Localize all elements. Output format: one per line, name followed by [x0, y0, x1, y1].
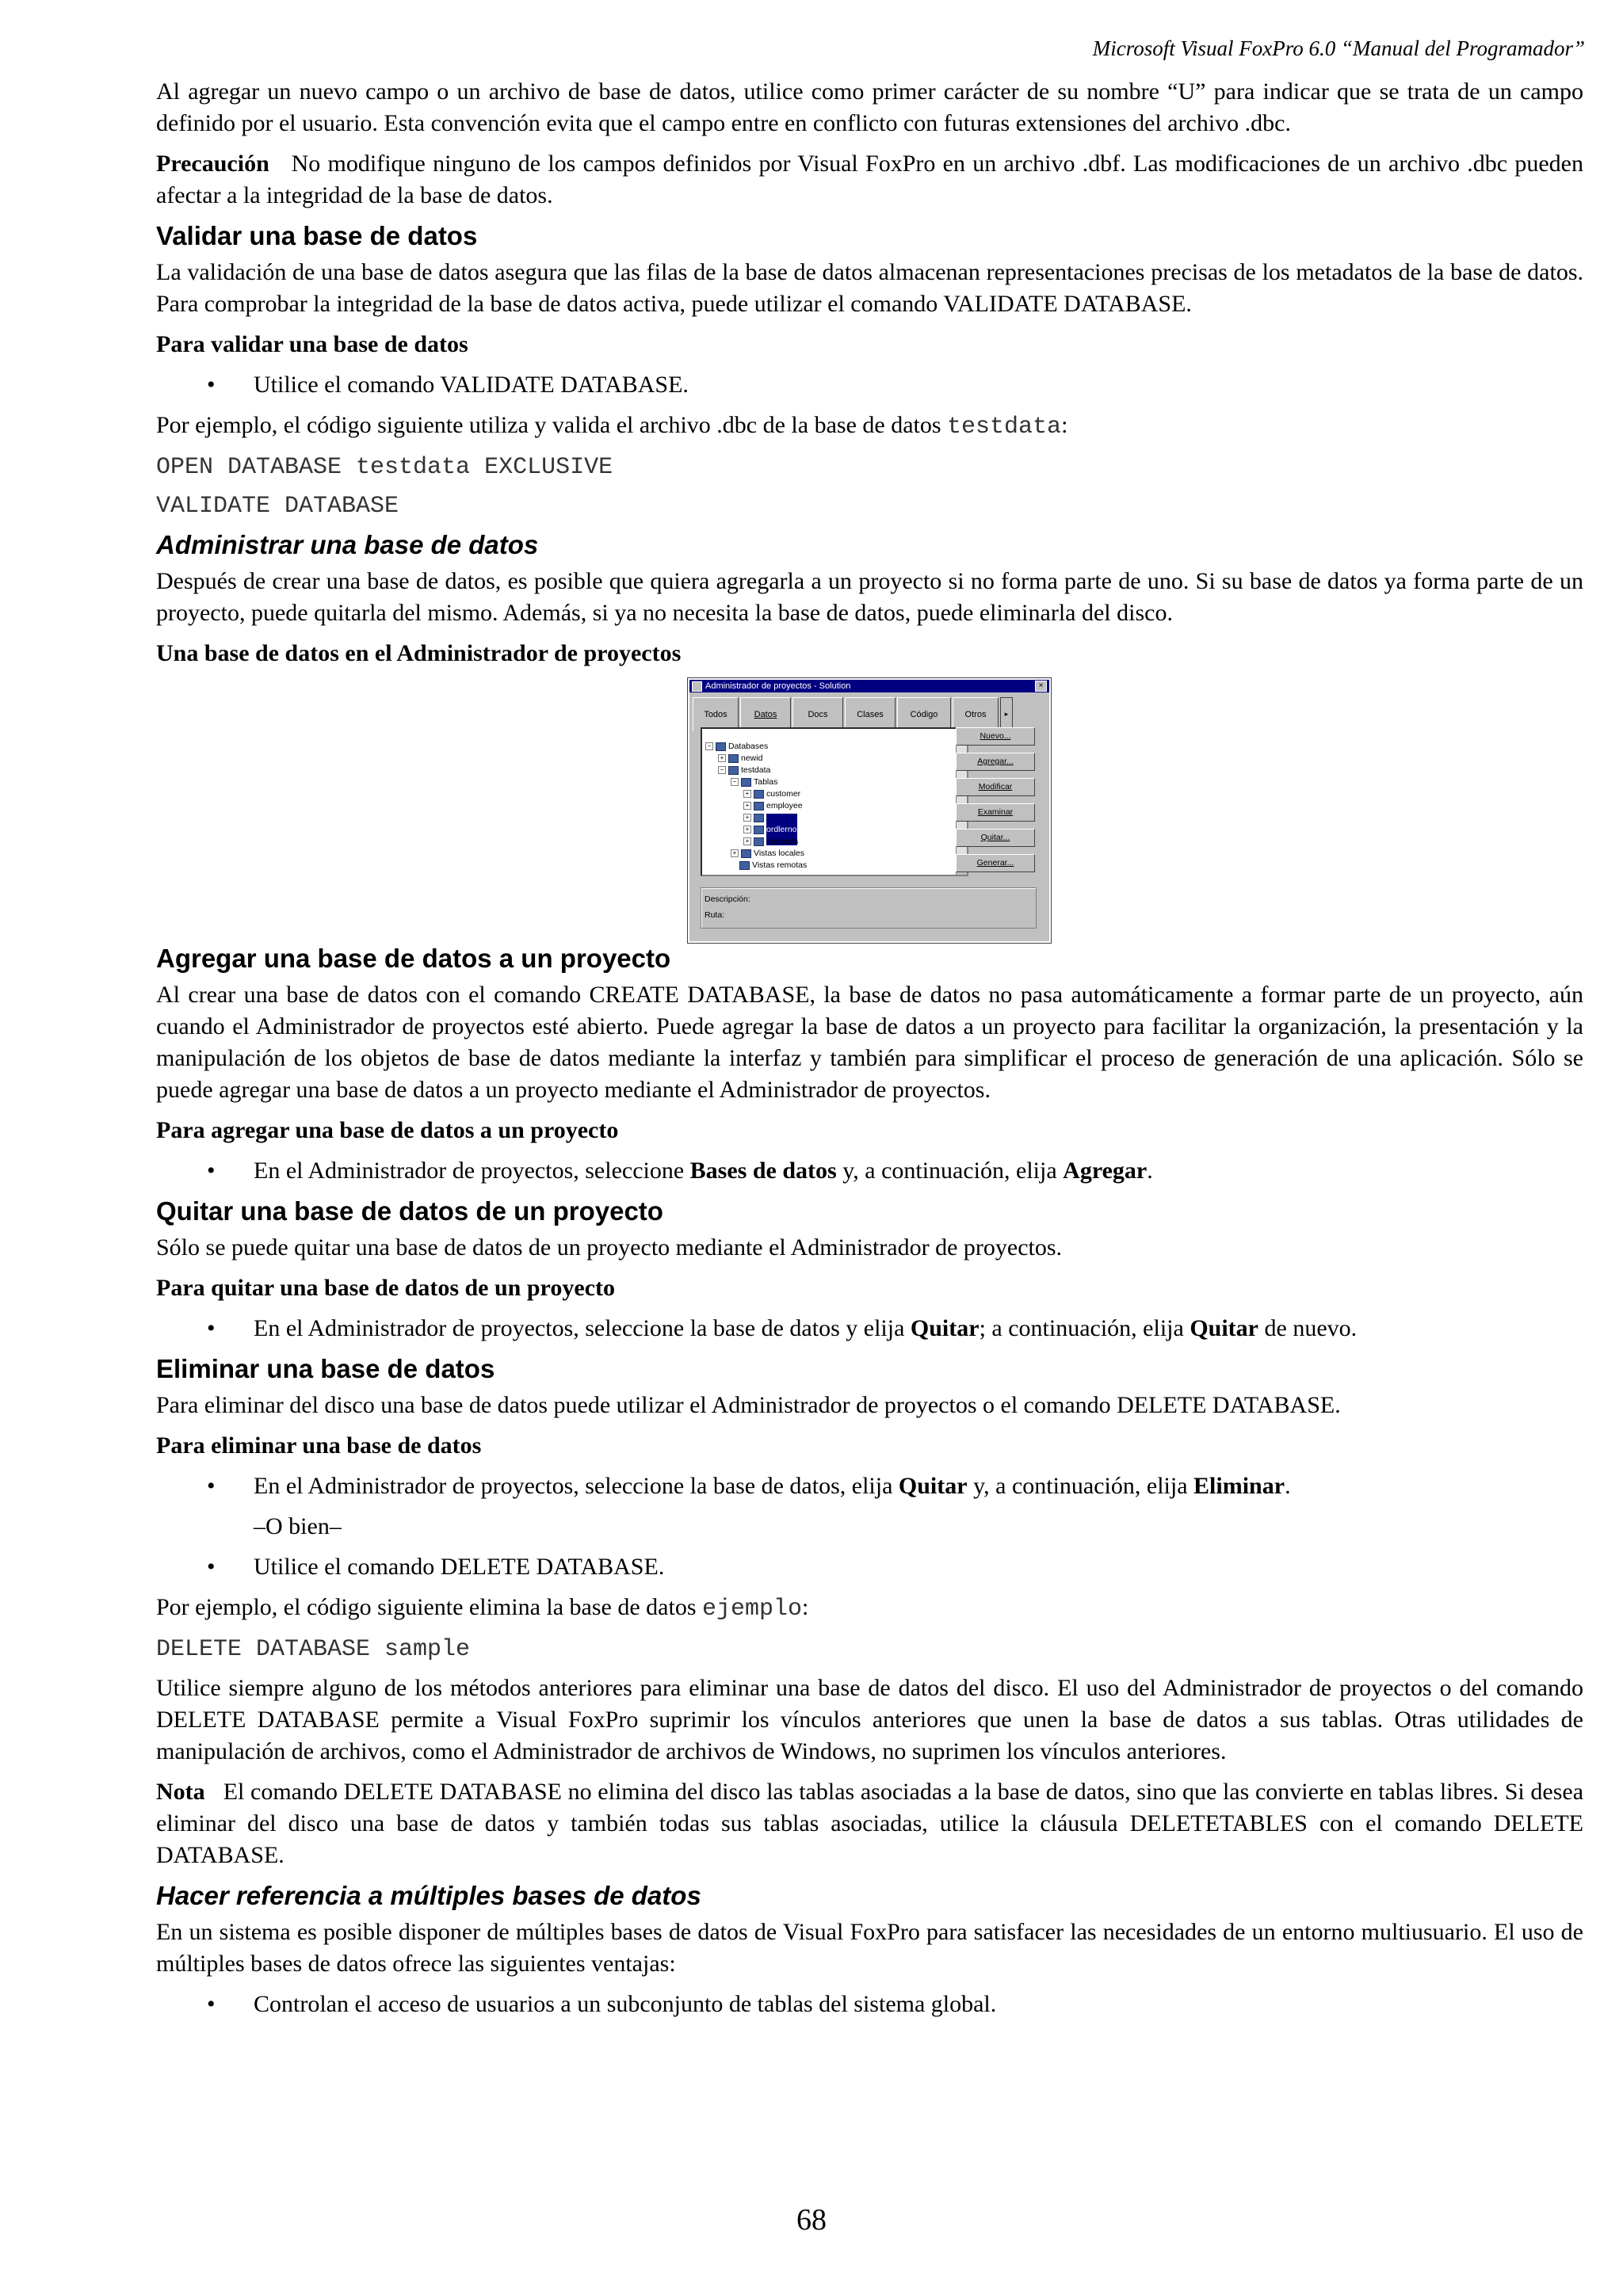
tree-label: products	[766, 837, 799, 846]
running-header: Microsoft Visual FoxPro 6.0 “Manual del Programador”	[1092, 36, 1585, 60]
admin-paragraph: Después de crear una base de datos, es posible que quiera agregarla a un proyecto si no forma parte de uno. Si su base de datos ya forma parte de un proyecto, puede quitarla del mismo. Además, si ya no necesita la base de datos, puede eliminarla del disco.	[156, 568, 1583, 626]
add-button[interactable]: Agregar...	[956, 753, 1035, 771]
button-column	[956, 727, 1035, 879]
bullet-text: ; a continuación, elija	[979, 1315, 1190, 1341]
bullet-dot: •	[207, 1473, 216, 1499]
bullet-bold: Bases de datos	[689, 1158, 837, 1184]
close-icon[interactable]: ×	[1035, 681, 1047, 692]
modify-button[interactable]: Modificar	[956, 778, 1035, 796]
delete-bullet-2	[156, 1551, 1583, 1583]
tree-label: customer	[766, 789, 801, 799]
tab-codigo[interactable]: Código	[897, 697, 951, 731]
intro-paragraph: Al agregar un nuevo campo o un archivo de base de datos, utilice como primer carácter de su nombre “U” para indicar que se trata de un campo definido por el usuario. Esta convención evita que el campo entre en conflicto con futuras extensiones del archivo .dbc.	[156, 78, 1583, 136]
bullet-dot: •	[207, 372, 216, 398]
add-heading: Agregar una base de datos a un proyecto	[156, 944, 671, 973]
tab-bar	[693, 697, 1046, 731]
example-text: Por ejemplo, el código siguiente elimina la base de datos	[156, 1594, 702, 1620]
bullet-bold: Quitar	[910, 1315, 980, 1341]
new-button[interactable]: Nuevo...	[956, 727, 1035, 746]
example-end: :	[1061, 412, 1068, 438]
tab-datos[interactable]: Datos	[740, 697, 791, 731]
bullet-bold: Quitar	[1190, 1315, 1258, 1341]
bullet-dot: •	[207, 1315, 216, 1341]
delete-bullet-1	[156, 1470, 1583, 1502]
bullet-bold: Eliminar	[1193, 1473, 1285, 1499]
bullet-text: .	[1285, 1473, 1291, 1499]
delete-procedure-heading: Para eliminar una base de datos	[156, 1432, 482, 1459]
add-bullet	[156, 1155, 1583, 1187]
caution-text: No modifique ninguno de los campos definidos por Visual FoxPro en un archivo .dbf. Las modificaciones de un archivo .dbc pueden afectar a la integridad de la base de datos.	[156, 151, 1583, 208]
bullet-text: En el Administrador de proyectos, seleccione la base de datos y elija	[254, 1315, 911, 1341]
add-paragraph: Al crear una base de datos con el comando CREATE DATABASE, la base de datos no pasa automáticamente a formar parte de un proyecto, aún cuando el Administrador de proyectos esté abierto. Puede agregar la base de datos a un proyecto para facilitar la organización, la presentación y la manipulación de los objetos de base de datos mediante la interfaz y también para simplificar el proceso de generación de una aplicación. Sólo se puede agregar una base de datos a un proyecto mediante el Administrador de proyectos.	[156, 982, 1583, 1103]
delete-paragraph-2: Utilice siempre alguno de los métodos anteriores para eliminar una base de datos del disco. El uso del Administrador de proyectos o del comando DELETE DATABASE permite a Visual FoxPro suprimir los vínculos anteriores que unen la base de datos a sus tablas. Otras utilidades de manipulación de archivos, como el Administrador de archivos de Windows, no suprimen los vínculos anteriores.	[156, 1675, 1583, 1764]
collapse-icon[interactable]: −	[731, 778, 739, 786]
browse-button[interactable]: Examinar	[956, 803, 1035, 822]
app-icon	[692, 681, 702, 692]
page-body	[156, 76, 1583, 2029]
view-icon	[739, 861, 750, 870]
description-label: Descripción:	[705, 894, 750, 904]
validate-procedure-heading: Para validar una base de datos	[156, 331, 468, 357]
expand-icon[interactable]: +	[743, 826, 751, 833]
or-separator: –O bien–	[254, 1513, 342, 1539]
bullet-bold: Quitar	[898, 1473, 968, 1499]
validate-heading: Validar una base de datos	[156, 221, 478, 250]
tree-label: newid	[741, 753, 763, 763]
validate-bullet	[156, 369, 1583, 401]
tab-todos[interactable]: Todos	[693, 697, 739, 731]
window-titlebar	[689, 680, 1049, 692]
tree-label: Tablas	[754, 777, 778, 787]
tree-label: employee	[766, 801, 803, 810]
bullet-text: Utilice el comando VALIDATE DATABASE.	[254, 372, 689, 398]
collapse-icon[interactable]: −	[705, 742, 713, 750]
delete-paragraph: Para eliminar del disco una base de datos puede utilizar el Administrador de proyectos o el comando DELETE DATABASE.	[156, 1392, 1341, 1418]
caution-paragraph	[156, 148, 1583, 212]
note-text: El comando DELETE DATABASE no elimina del disco las tablas asociadas a la base de datos, sino que las convierte en tablas libres. Si desea eliminar del disco una base de datos y también todas sus tablas asociadas, utilice la cláusula DELETETABLES con el comando DELETE DATABASE.	[156, 1779, 1584, 1868]
path-label: Ruta:	[705, 910, 725, 920]
bullet-text: Controlan el acceso de usuarios a un subconjunto de tablas del sistema global.	[254, 1991, 997, 2017]
tab-otros[interactable]: Otros	[953, 697, 999, 731]
bullet-text: y, a continuación, elija	[836, 1158, 1064, 1184]
remove-procedure-heading: Para quitar una base de datos de un proyecto	[156, 1275, 615, 1301]
bullet-text: y, a continuación, elija	[967, 1473, 1194, 1499]
delete-heading: Eliminar una base de datos	[156, 1354, 495, 1383]
code-line-open: OPEN DATABASE testdata EXCLUSIVE	[156, 454, 613, 481]
bullet-text: En el Administrador de proyectos, seleccione la base de datos, elija	[254, 1473, 899, 1499]
add-procedure-heading: Para agregar una base de datos a un proyecto	[156, 1117, 619, 1143]
validate-paragraph: La validación de una base de datos asegura que las filas de la base de datos almacenan representaciones precisas de los metadatos de la base de datos. Para comprobar la integridad de la base de datos activa, puede utilizar el comando VALIDATE DATABASE.	[156, 259, 1583, 317]
build-button[interactable]: Generar...	[956, 854, 1035, 872]
code-line-delete: DELETE DATABASE sample	[156, 1636, 471, 1663]
tree-label: Databases	[728, 742, 769, 751]
note-label: Nota	[156, 1779, 205, 1805]
figure	[156, 678, 1583, 932]
expand-icon[interactable]: +	[731, 849, 739, 857]
tree-view[interactable]	[701, 727, 968, 876]
expand-icon[interactable]: +	[743, 802, 751, 810]
bullet-dot: •	[207, 1158, 216, 1184]
project-manager-window	[688, 678, 1051, 943]
inline-code: testdata	[947, 414, 1062, 441]
code-line-validate: VALIDATE DATABASE	[156, 493, 399, 520]
bullet-text: de nuevo.	[1258, 1315, 1358, 1341]
tree-item-vistas-remotas[interactable]	[739, 849, 807, 881]
expand-icon[interactable]: +	[743, 790, 751, 798]
note-paragraph	[156, 1776, 1583, 1871]
tree-label: Vistas remotas	[752, 860, 808, 870]
tab-clases[interactable]: Clases	[845, 697, 896, 731]
expand-icon[interactable]: +	[718, 754, 726, 762]
remove-paragraph: Sólo se puede quitar una base de datos de un proyecto mediante el Administrador de proyectos.	[156, 1234, 1063, 1261]
example-text: Por ejemplo, el código siguiente utiliza y valida el archivo .dbc de la base de datos	[156, 412, 948, 438]
remove-bullet	[156, 1313, 1583, 1344]
figure-caption: Una base de datos en el Administrador de proyectos	[156, 640, 682, 666]
bullet-dot: •	[207, 1554, 216, 1580]
multi-heading: Hacer referencia a múltiples bases de datos	[156, 1881, 701, 1910]
inline-code: ejemplo	[702, 1596, 803, 1623]
expand-icon[interactable]: +	[743, 814, 751, 822]
bullet-text: .	[1147, 1158, 1153, 1184]
multi-paragraph: En un sistema es posible disponer de múltiples bases de datos de Visual FoxPro para satisfacer las necesidades de un entorno multiusuario. El uso de múltiples bases de datos ofrece las siguientes ventajas:	[156, 1919, 1583, 1977]
tab-docs[interactable]: Docs	[792, 697, 843, 731]
caution-label: Precaución	[156, 151, 269, 177]
multi-bullet	[156, 1989, 1583, 2020]
description-panel	[701, 887, 1037, 929]
bullet-bold: Agregar	[1063, 1158, 1148, 1184]
tree-label-selected: ordlerno	[766, 814, 797, 845]
validate-example	[156, 410, 1583, 443]
admin-heading: Administrar una base de datos	[156, 530, 539, 559]
tree-label: testdata	[741, 765, 771, 775]
tree-label: Vistas locales	[754, 849, 805, 858]
bullet-dot: •	[207, 1991, 216, 2017]
bullet-text: En el Administrador de proyectos, seleccione	[254, 1158, 690, 1184]
window-title: Administrador de proyectos - Solution	[705, 681, 851, 691]
collapse-icon[interactable]: −	[718, 766, 726, 774]
bullet-text: Utilice el comando DELETE DATABASE.	[254, 1554, 665, 1580]
remove-heading: Quitar una base de datos de un proyecto	[156, 1196, 663, 1226]
page-number: 68	[796, 2203, 827, 2237]
remove-button[interactable]: Quitar...	[956, 829, 1035, 847]
delete-example	[156, 1592, 1583, 1625]
tab-scroll-arrow[interactable]: ▸	[1000, 697, 1013, 731]
expand-icon[interactable]: +	[743, 837, 751, 845]
example-end: :	[802, 1594, 809, 1620]
